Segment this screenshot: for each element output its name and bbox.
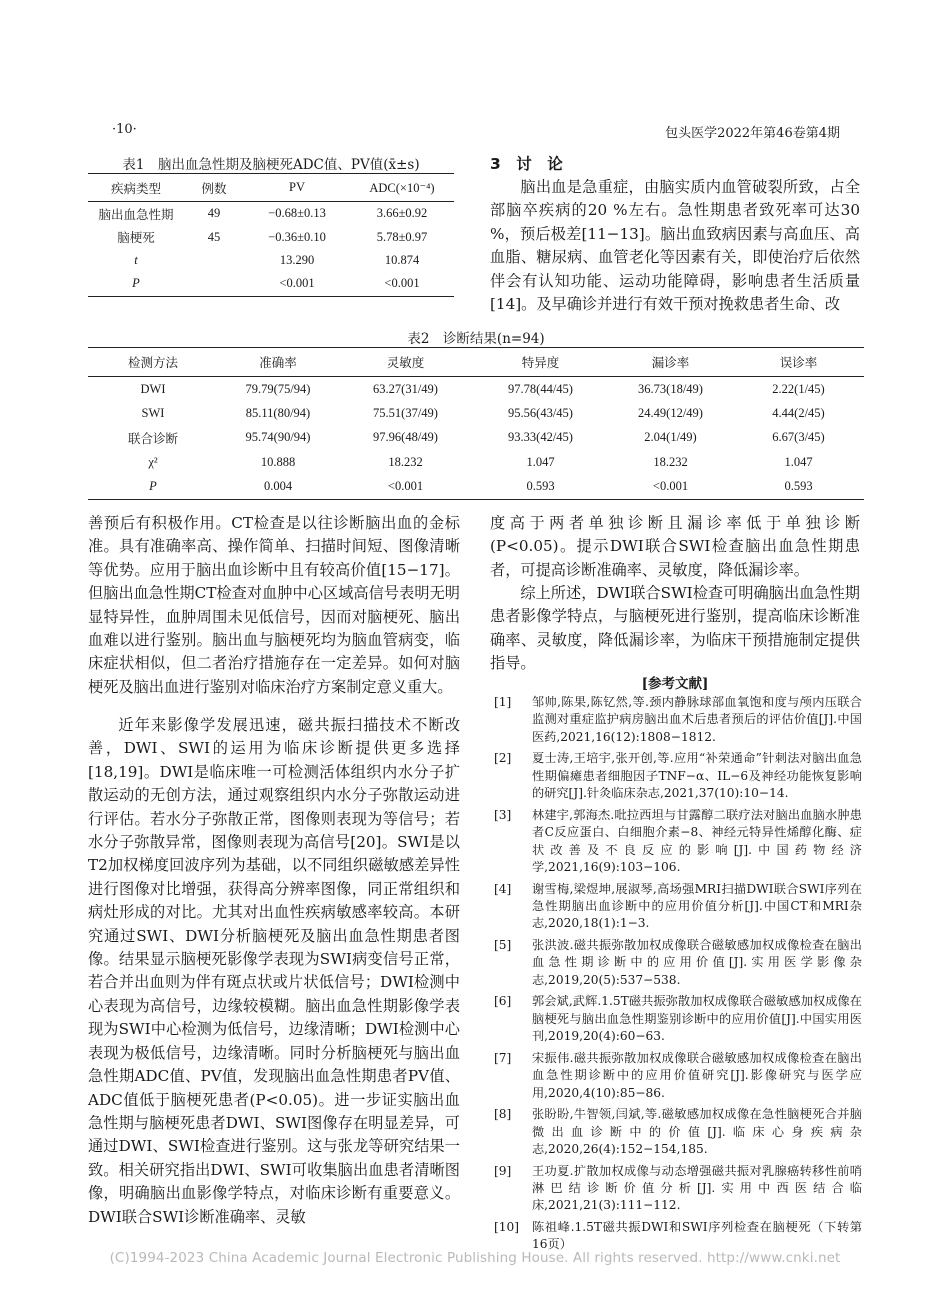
reference-number: [3] bbox=[494, 807, 512, 822]
reference-item bbox=[490, 1106, 862, 1158]
table-cell: 24.49(12/49) bbox=[638, 406, 703, 421]
reference-item bbox=[490, 993, 862, 1045]
table-cell: 85.11(80/94) bbox=[245, 406, 311, 421]
table-cell: 4.44(2/45) bbox=[772, 406, 825, 421]
table-cell: 45 bbox=[207, 229, 221, 244]
reference-number: [10] bbox=[494, 1220, 520, 1235]
table-cell: 36.73(18/49) bbox=[638, 381, 703, 396]
reference-number: [5] bbox=[494, 938, 512, 953]
table-cell: 95.56(43/45) bbox=[508, 406, 573, 421]
table2 bbox=[88, 347, 864, 500]
table-cell: <0.001 bbox=[387, 479, 424, 494]
table1-col-header: PV bbox=[244, 174, 350, 202]
reference-item bbox=[490, 937, 862, 989]
table-cell: 75.51(37/49) bbox=[373, 406, 438, 421]
table-row bbox=[88, 475, 864, 500]
reference-item bbox=[490, 881, 862, 933]
table-cell: −0.68±0.13 bbox=[268, 206, 326, 221]
table-row bbox=[88, 202, 454, 226]
page-number: ·10· bbox=[112, 122, 137, 137]
reference-number: [6] bbox=[494, 994, 512, 1009]
table-cell: 3.66±0.92 bbox=[376, 206, 428, 221]
reference-item bbox=[490, 807, 862, 877]
section-title: 3 讨 论 bbox=[490, 155, 563, 173]
reference-item bbox=[490, 1219, 862, 1254]
reference-number: [2] bbox=[494, 751, 512, 766]
body-paragraph: 度高于两者单独诊断且漏诊率低于单独诊断(P<0.05)。提示DWI联合SWI检查脑出血急性期患者，可提高诊断准确率、灵敏度，降低漏诊率。 bbox=[490, 514, 860, 579]
table-cell: <0.001 bbox=[384, 276, 420, 291]
table-cell: 0.593 bbox=[526, 479, 555, 494]
table-cell: 97.96(48/49) bbox=[373, 430, 438, 445]
table2-col-header: 准确率 bbox=[218, 348, 338, 377]
table-cell: 5.78±0.97 bbox=[376, 229, 428, 244]
table-cell: P bbox=[149, 479, 157, 494]
journal-name: 包头医学2022年第46卷第4期 bbox=[665, 126, 840, 141]
table-cell: <0.001 bbox=[279, 276, 315, 291]
table-cell bbox=[184, 249, 244, 272]
table-cell: 49 bbox=[207, 206, 221, 221]
table2-col-header: 漏诊率 bbox=[608, 348, 733, 377]
table2-col-header: 检测方法 bbox=[88, 348, 218, 377]
table1-caption: 表1 脑出血急性期及脑梗死ADC值、PV值(x̄±s) bbox=[122, 157, 420, 173]
reference-item bbox=[490, 1163, 862, 1215]
reference-text: 林建宇,郭海杰.吡拉西坦与甘露醇二联疗法对脑出血脑水肿患者C反应蛋白、白细胞介素−8、神经元特异性烯醇化酶、症状改善及不良反应的影响[J].中国药物经济学,2021,16(9):103−106. bbox=[532, 807, 862, 875]
references-title: [参考文献] bbox=[641, 676, 709, 692]
table2-col-header: 误诊率 bbox=[733, 348, 864, 377]
table-row bbox=[88, 450, 864, 474]
reference-number: [1] bbox=[494, 695, 512, 709]
reference-text: 陈祖峰.1.5T磁共振DWI和SWI序列检查在脑梗死（下转第16页） bbox=[532, 1220, 862, 1252]
reference-text: 王功夏.扩散加权成像与动态增强磁共振对乳腺癌转移性前哨淋巴结诊断价值分析[J].实用中西医结合临床,2021,21(3):111−112. bbox=[532, 1163, 862, 1213]
table-cell: t bbox=[134, 252, 138, 267]
table-cell: 10.888 bbox=[260, 454, 296, 469]
table-cell: 93.33(42/45) bbox=[508, 430, 573, 445]
discussion-paragraph: 脑出血是急重症，由脑实质内血管破裂所致，占全部脑卒疾病的20 %左右。急性期患者致死率可达30 %，预后极差[11−13]。脑出血致病因素与高血压、高血脂、糖尿病、血管老化等因素有关，即使治疗后依然伴会有认知功能、运动功能障碍，影响患者生活质量[14]。及早确诊并进行有效干预对挽救患者生命、改 bbox=[490, 178, 860, 314]
reference-item bbox=[490, 694, 862, 746]
table-row bbox=[88, 377, 864, 402]
table1-col-header: ADC(×10⁻⁴) bbox=[350, 174, 454, 202]
table-row bbox=[88, 225, 454, 248]
table1 bbox=[88, 173, 454, 297]
copyright-footer: (C)1994-2023 China Academic Journal Electronic Publishing House. All rights reserved. http://www.cnki.net bbox=[109, 1250, 841, 1266]
table-cell: 79.79(75/94) bbox=[245, 381, 311, 396]
table1-col-header: 例数 bbox=[184, 174, 244, 202]
reference-list bbox=[490, 694, 862, 1258]
table-cell: 0.593 bbox=[784, 479, 813, 494]
table2-header-row bbox=[88, 348, 864, 377]
table-cell: P bbox=[132, 276, 140, 291]
table-cell: 0.004 bbox=[263, 479, 293, 494]
reference-number: [9] bbox=[494, 1163, 512, 1178]
table-cell: 18.232 bbox=[653, 454, 688, 469]
table-row bbox=[88, 401, 864, 425]
table-row bbox=[88, 426, 864, 450]
body-paragraph: 综上所述，DWI联合SWI检查可明确脑出血急性期患者影像学特点，与脑梗死进行鉴别，提高临床诊断准确率、灵敏度，降低漏诊率，为临床干预措施制定提供指导。 bbox=[490, 584, 860, 673]
reference-item bbox=[490, 1050, 862, 1102]
table-cell: 脑梗死 bbox=[117, 231, 155, 246]
reference-text: 张洪波.磁共振弥散加权成像联合磁敏感加权成像检查在脑出血急性期诊断中的应用价值[J].实用医学影像杂志,2019,20(5):537−538. bbox=[532, 938, 862, 987]
table-cell: 6.67(3/45) bbox=[772, 430, 825, 445]
table-cell: −0.36±0.10 bbox=[268, 229, 326, 244]
table-cell: 63.27(31/49) bbox=[373, 381, 438, 396]
table-cell: 95.74(90/94) bbox=[245, 430, 311, 445]
table-cell: 脑出血急性期 bbox=[98, 207, 174, 222]
reference-text: 宋振伟.磁共振弥散加权成像联合磁敏感加权成像检查在脑出血急性期诊断中的应用价值研究[J].影像研究与医学应用,2020,4(10):85−86. bbox=[532, 1050, 862, 1100]
reference-text: 谢雪梅,梁煜坤,展淑琴,高场强MRI扫描DWI联合SWI序列在急性期脑出血诊断中的应用价值分析[J].中国CT和MRI杂志,2020,18(1):1−3. bbox=[532, 881, 862, 931]
reference-item bbox=[490, 750, 862, 802]
table1-header-row bbox=[88, 174, 454, 202]
table1-col-header: 疾病类型 bbox=[88, 174, 184, 202]
body-paragraph: 近年来影像学发展迅速，磁共振扫描技术不断改善，DWI、SWI的运用为临床诊断提供更多选择[18,19]。DWI是临床唯一可检测活体组织内水分子扩散运动的无创方法，通过观察组织内水分子弥散运动进行评估。若水分子弥散正常，图像则表现为等信号；若水分子弥散异常，图像则表现为高信号[20]。SWI是以T2加权梯度回波序列为基础，以不同组织磁敏感差异性进行图像对比增强，获得高分辨率图像，同正常组织和病灶形成的对比。尤其对出血性疾病敏感率较高。本研究通过SWI、DWI分析脑梗死及脑出血急性期患者图像。结果显示脑梗死影像学表现为SWI病变信号正常，若合并出血则为伴有斑点状或片状低信号；DWI检测中心表现为高信号，边缘较模糊。脑出血急性期影像学表现为SWI中心检测为低信号，边缘清晰；DWI检测中心表现为极低信号，边缘清晰。同时分析脑梗死与脑出血急性期ADC值、PV值，发现脑出血急性期患者PV值、ADC值低于脑梗死患者(P<0.05)。进一步证实脑出血急性期与脑梗死患者DWI、SWI图像存在明显差异，可通过DWI、SWI检查进行鉴别。这与张龙等研究结果一致。相关研究指出DWI、SWI可收集脑出血患者清晰图像，明确脑出血影像学特点，对临床诊断有重要意义。DWI联合SWI诊断准确率、灵敏 bbox=[88, 716, 460, 1226]
table-cell: 1.047 bbox=[784, 454, 813, 469]
body-paragraph: 善预后有积极作用。CT检查是以往诊断脑出血的金标准。具有准确率高、操作简单、扫描时间短、图像清晰等优势。应用于脑出血诊断中且有较高价值[15−17]。但脑出血急性期CT检查对血肿中心区域高信号表明无明显特异性，血肿周围未见低信号，因而对脑梗死、脑出血难以进行鉴别。脑出血与脑梗死均为脑血管病变，临床症状相似，但二者治疗措施存在一定差异。如何对脑梗死及脑出血进行鉴别对临床治疗方案制定意义重大。 bbox=[88, 514, 460, 696]
table-cell: <0.001 bbox=[652, 479, 689, 494]
table-cell: 联合诊断 bbox=[127, 431, 178, 446]
table-cell: 18.232 bbox=[388, 454, 423, 469]
table-row bbox=[88, 249, 454, 272]
table-cell: SWI bbox=[141, 406, 165, 421]
table-cell: 13.290 bbox=[279, 252, 315, 267]
table-row bbox=[88, 272, 454, 296]
table-cell: 97.78(44/45) bbox=[508, 381, 573, 396]
table2-caption: 表2 诊断结果(n=94) bbox=[407, 331, 545, 347]
table2-col-header: 灵敏度 bbox=[338, 348, 473, 377]
reference-text: 邹帅,陈果,陈钇然,等.颈内静脉球部血氧饱和度与颅内压联合监测对重症监护病房脑出血术后患者预后的评估价值[J].中国医药,2021,16(12):1808−1812. bbox=[532, 695, 862, 744]
table-cell: 2.04(1/49) bbox=[644, 430, 697, 445]
reference-number: [8] bbox=[494, 1107, 512, 1122]
reference-number: [7] bbox=[494, 1050, 512, 1065]
table-cell bbox=[184, 272, 244, 296]
table-cell: χ² bbox=[148, 454, 158, 469]
table-cell: DWI bbox=[140, 381, 166, 396]
reference-text: 夏士涛,王培宇,张开创,等.应用“补荣通命”针刺法对脑出血急性期偏瘫患者细胞因子TNF−α、IL−6及神经功能恢复影响的研究[J].针灸临床杂志,2021,37(10):10−14. bbox=[532, 751, 862, 801]
table-cell: 10.874 bbox=[384, 252, 420, 267]
reference-text: 张盼盼,牛智领,闫斌,等.磁敏感加权成像在急性脑梗死合并脑微出血诊断中的价值[J].临床心身疾病杂志,2020,26(4):152−154,185. bbox=[532, 1107, 862, 1157]
table-cell: 1.047 bbox=[526, 454, 555, 469]
table2-col-header: 特异度 bbox=[473, 348, 608, 377]
table-cell: 2.22(1/45) bbox=[772, 381, 825, 396]
reference-number: [4] bbox=[494, 881, 512, 896]
reference-text: 郭会斌,武辉.1.5T磁共振弥散加权成像联合磁敏感加权成像在脑梗死与脑出血急性期鉴别诊断中的应用价值[J].中国实用医刊,2019,20(4):60−63. bbox=[532, 994, 862, 1044]
